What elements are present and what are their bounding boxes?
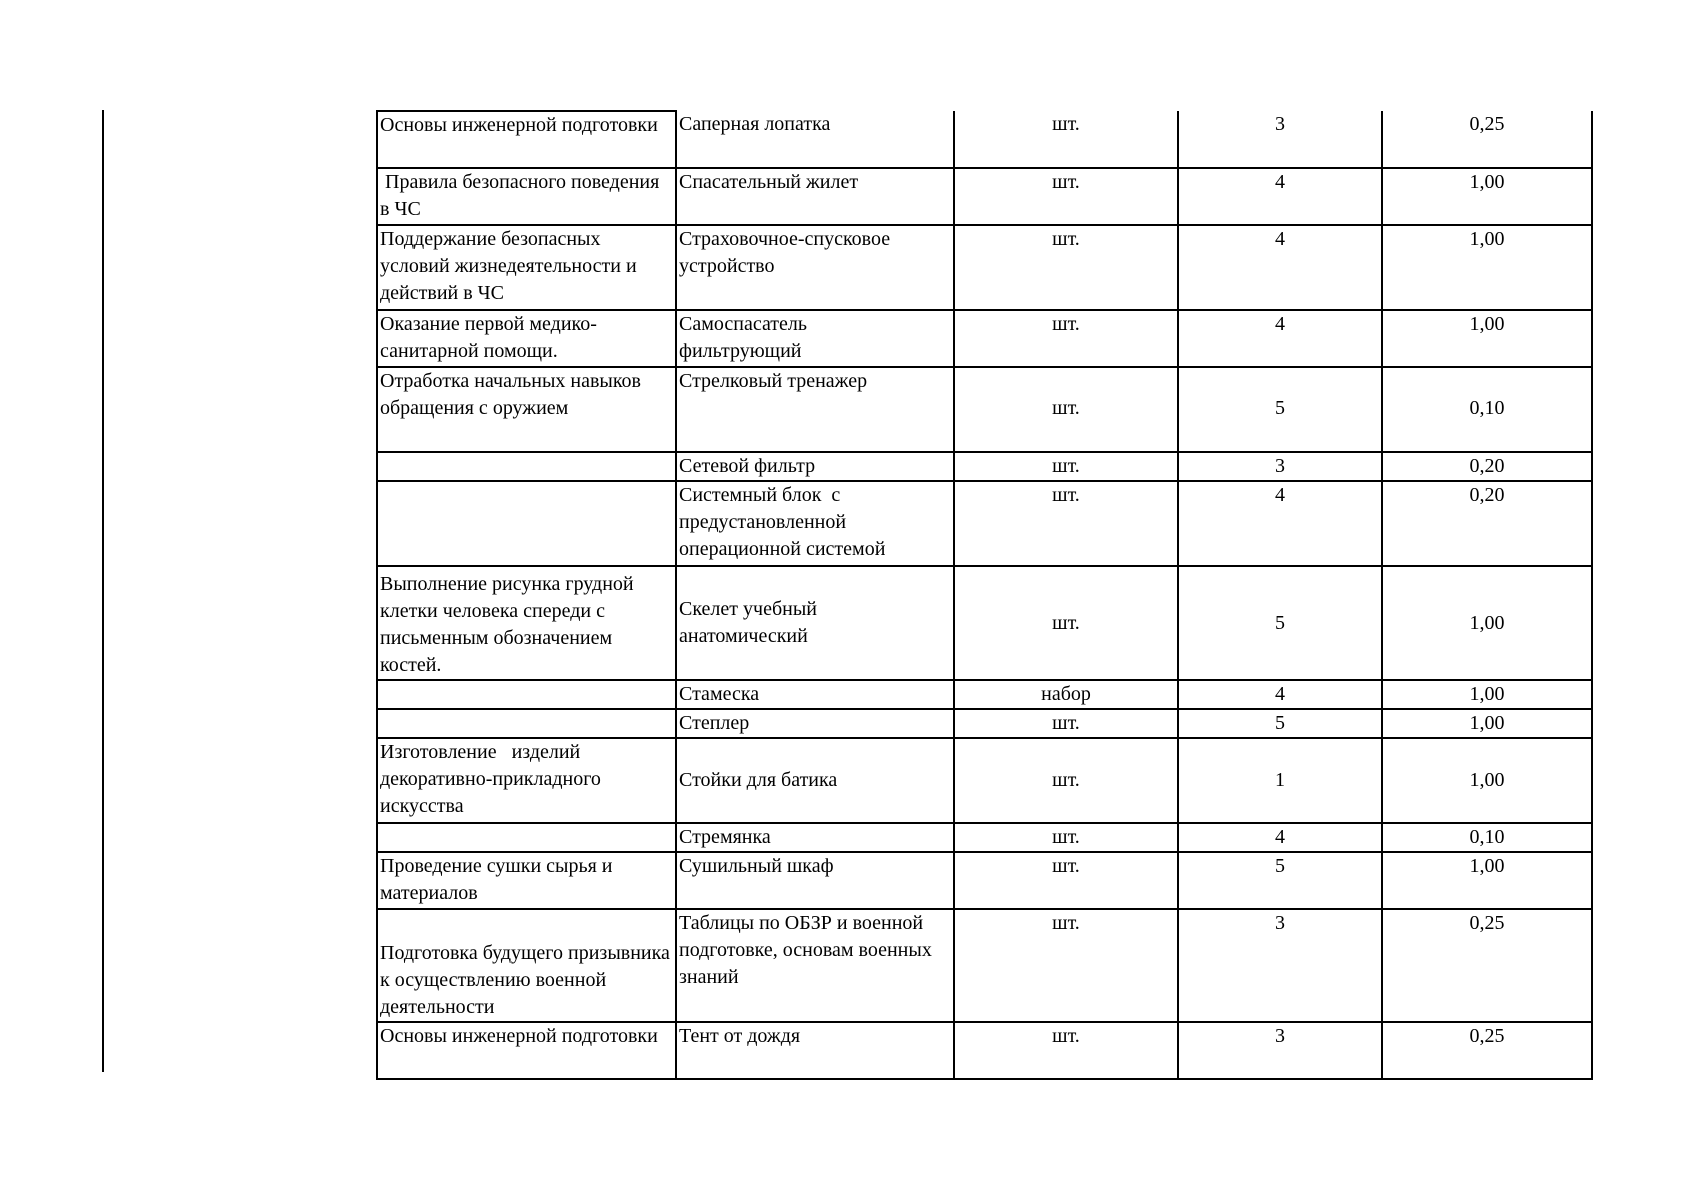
table-row xyxy=(377,168,1592,225)
item-cell: Самоспасатель фильтрующий xyxy=(676,310,954,367)
count-cell: 5 xyxy=(1178,709,1382,738)
item-cell: Страховочное-спусковое устройство xyxy=(676,225,954,310)
table-row xyxy=(377,680,1592,709)
unit-cell: шт. xyxy=(954,367,1178,452)
coefficient-cell: 1,00 xyxy=(1382,566,1592,680)
left-margin-rule xyxy=(102,110,104,1072)
item-cell: Сетевой фильтр xyxy=(676,452,954,481)
unit-cell: шт. xyxy=(954,852,1178,909)
unit-cell: шт. xyxy=(954,481,1178,566)
count-cell: 4 xyxy=(1178,310,1382,367)
unit-cell: шт. xyxy=(954,111,1178,168)
coefficient-cell: 1,00 xyxy=(1382,738,1592,823)
activity-cell xyxy=(377,823,676,852)
item-cell: Скелет учебный анатомический xyxy=(676,566,954,680)
unit-cell: шт. xyxy=(954,709,1178,738)
item-cell: Стремянка xyxy=(676,823,954,852)
item-cell: Сушильный шкаф xyxy=(676,852,954,909)
coefficient-cell: 1,00 xyxy=(1382,852,1592,909)
activity-cell: Оказание первой медико-санитарной помощи. xyxy=(377,310,676,367)
table-row xyxy=(377,225,1592,310)
count-cell: 4 xyxy=(1178,168,1382,225)
activity-cell xyxy=(377,709,676,738)
coefficient-cell: 1,00 xyxy=(1382,310,1592,367)
unit-cell: шт. xyxy=(954,452,1178,481)
count-cell: 5 xyxy=(1178,566,1382,680)
table-row xyxy=(377,367,1592,452)
activity-cell: Правила безопасного поведения в ЧС xyxy=(377,168,676,225)
table-row xyxy=(377,852,1592,909)
coefficient-cell: 0,20 xyxy=(1382,452,1592,481)
unit-cell: шт. xyxy=(954,566,1178,680)
unit-cell: шт. xyxy=(954,1022,1178,1079)
activity-cell: Поддержание безопасных условий жизнедеятельности и действий в ЧС xyxy=(377,225,676,310)
activity-cell: Проведение сушки сырья и материалов xyxy=(377,852,676,909)
count-cell: 3 xyxy=(1178,909,1382,1022)
count-cell: 1 xyxy=(1178,738,1382,823)
coefficient-cell: 1,00 xyxy=(1382,709,1592,738)
table-row xyxy=(377,709,1592,738)
unit-cell: шт. xyxy=(954,225,1178,310)
coefficient-cell: 0,25 xyxy=(1382,909,1592,1022)
table-row xyxy=(377,909,1592,1022)
table-row xyxy=(377,452,1592,481)
count-cell: 4 xyxy=(1178,225,1382,310)
count-cell: 4 xyxy=(1178,823,1382,852)
table-row xyxy=(377,111,1592,168)
coefficient-cell: 0,20 xyxy=(1382,481,1592,566)
coefficient-cell: 0,10 xyxy=(1382,367,1592,452)
activity-cell xyxy=(377,680,676,709)
count-cell: 3 xyxy=(1178,452,1382,481)
unit-cell: набор xyxy=(954,680,1178,709)
table-row xyxy=(377,823,1592,852)
table-row xyxy=(377,481,1592,566)
item-cell: Стойки для батика xyxy=(676,738,954,823)
coefficient-cell: 1,00 xyxy=(1382,225,1592,310)
activity-cell: Подготовка будущего призывника к осуществлению военной деятельности xyxy=(377,909,676,1022)
coefficient-cell: 1,00 xyxy=(1382,168,1592,225)
count-cell: 3 xyxy=(1178,1022,1382,1079)
item-cell: Системный блок с предустановленной операционной системой xyxy=(676,481,954,566)
table-row xyxy=(377,566,1592,680)
activity-cell: Основы инженерной подготовки xyxy=(377,111,676,168)
coefficient-cell: 1,00 xyxy=(1382,680,1592,709)
coefficient-cell: 0,10 xyxy=(1382,823,1592,852)
count-cell: 4 xyxy=(1178,680,1382,709)
activity-cell xyxy=(377,481,676,566)
equipment-table xyxy=(376,110,1593,1080)
table-row xyxy=(377,738,1592,823)
item-cell: Степлер xyxy=(676,709,954,738)
unit-cell: шт. xyxy=(954,738,1178,823)
activity-cell: Изготовление изделий декоративно-прикладного искусства xyxy=(377,738,676,823)
activity-cell: Основы инженерной подготовки xyxy=(377,1022,676,1079)
item-cell: Спасательный жилет xyxy=(676,168,954,225)
item-cell: Саперная лопатка xyxy=(676,111,954,168)
coefficient-cell: 0,25 xyxy=(1382,111,1592,168)
unit-cell: шт. xyxy=(954,823,1178,852)
count-cell: 5 xyxy=(1178,367,1382,452)
activity-cell: Отработка начальных навыков обращения с оружием xyxy=(377,367,676,452)
table-row xyxy=(377,1022,1592,1079)
count-cell: 4 xyxy=(1178,481,1382,566)
item-cell: Стрелковый тренажер xyxy=(676,367,954,452)
table-row xyxy=(377,310,1592,367)
unit-cell: шт. xyxy=(954,909,1178,1022)
item-cell: Тент от дождя xyxy=(676,1022,954,1079)
coefficient-cell: 0,25 xyxy=(1382,1022,1592,1079)
activity-cell: Выполнение рисунка грудной клетки человека спереди с письменным обозначением костей. xyxy=(377,566,676,680)
activity-cell xyxy=(377,452,676,481)
unit-cell: шт. xyxy=(954,310,1178,367)
unit-cell: шт. xyxy=(954,168,1178,225)
item-cell: Таблицы по ОБЗР и военной подготовке, основам военных знаний xyxy=(676,909,954,1022)
item-cell: Стамеска xyxy=(676,680,954,709)
count-cell: 5 xyxy=(1178,852,1382,909)
count-cell: 3 xyxy=(1178,111,1382,168)
